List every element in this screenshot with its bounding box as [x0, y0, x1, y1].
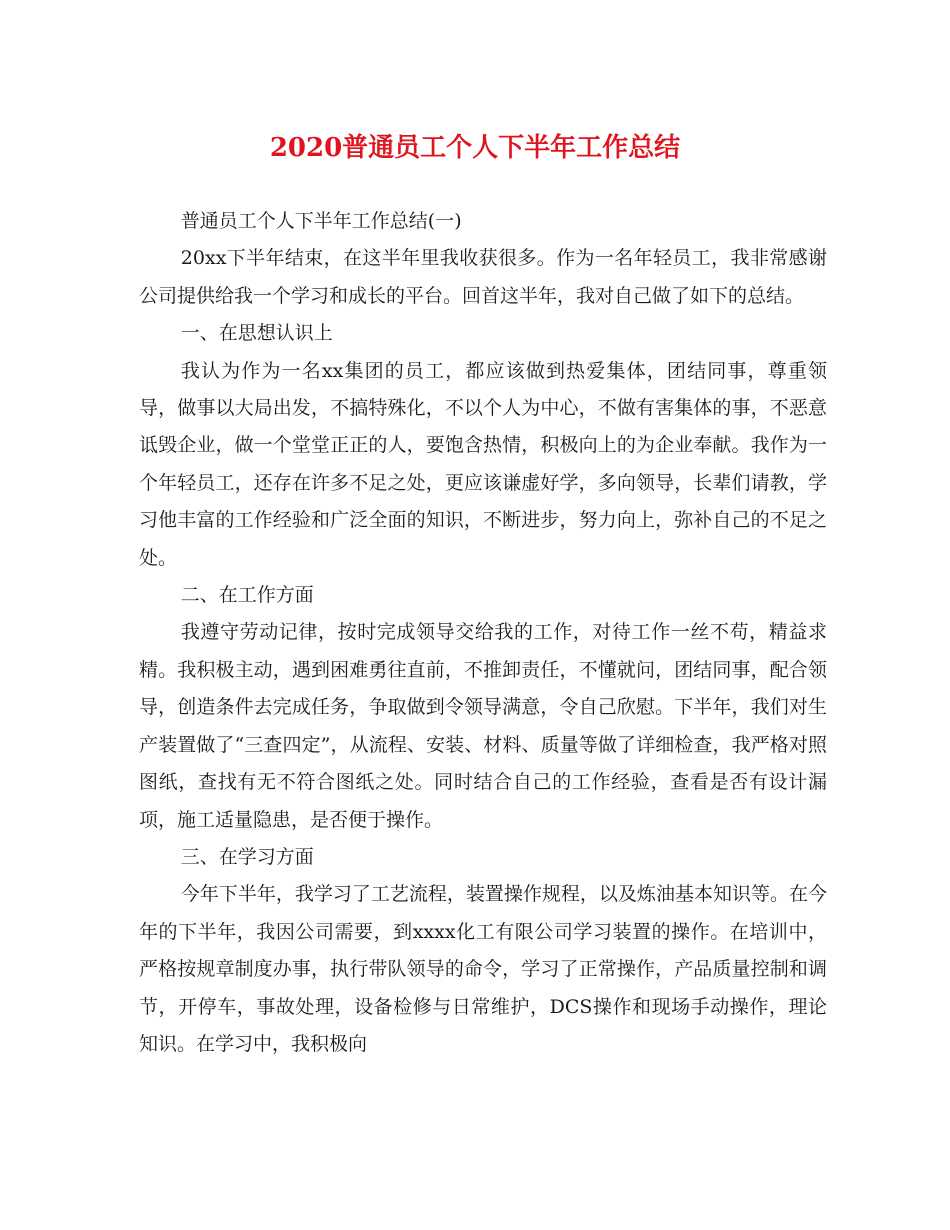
paragraph-thought: 我认为作为一名xx集团的员工，都应该做到热爱集体，团结同事，尊重领导，做事以大局出发，不搞特殊化，不以个人为中心，不做有害集体的事，不恶意诋毁企业，做一个堂堂正正的人，要饱含热情，积极向上的为企业奉献。我作为一个年轻员工，还存在许多不足之处，更应该谦虚好学，多向领导，长辈们请教，学习他丰富的工作经验和广泛全面的知识，不断进步，努力向上，弥补自己的不足之处。	[139, 359, 827, 569]
document-body	[139, 203, 827, 1063]
section-heading-subtitle: 普通员工个人下半年工作总结(一)	[180, 210, 462, 232]
paragraph-work: 我遵守劳动记律，按时完成领导交给我的工作，对待工作一丝不苟，精益求精。我积极主动，遇到困难勇往直前，不推卸责任，不懂就问，团结同事，配合领导，创造条件去完成任务，争取做到令领导满意，令自己欣慰。下半年，我们对生产装置做了“三查四定”，从流程、安装、材料、质量等做了详细检查，我严格对照图纸，查找有无不符合图纸之处。同时结合自己的工作经验，查看是否有设计漏项，施工适量隐患，是否便于操作。	[139, 621, 827, 831]
paragraph-study: 今年下半年，我学习了工艺流程，装置操作规程，以及炼油基本知识等。在今年的下半年，我因公司需要，到xxxx化工有限公司学习装置的操作。在培训中，严格按规章制度办事，执行带队领导的命令，学习了正常操作，产品质量控制和调节，开停车，事故处理，设备检修与日常维护，DCS操作和现场手动操作，理论知识。在学习中，我积极向	[139, 883, 827, 1055]
section-heading-work: 二、在工作方面	[180, 584, 314, 607]
section-heading-study: 三、在学习方面	[180, 845, 314, 868]
section-heading-thought: 一、在思想认识上	[180, 322, 333, 345]
document-title: 2020普通员工个人下半年工作总结	[269, 133, 681, 163]
paragraph-intro: 20xx下半年结束，在这半年里我收获很多。作为一名年轻员工，我非常感谢公司提供给我一个学习和成长的平台。回首这半年，我对自己做了如下的总结。	[139, 247, 827, 307]
